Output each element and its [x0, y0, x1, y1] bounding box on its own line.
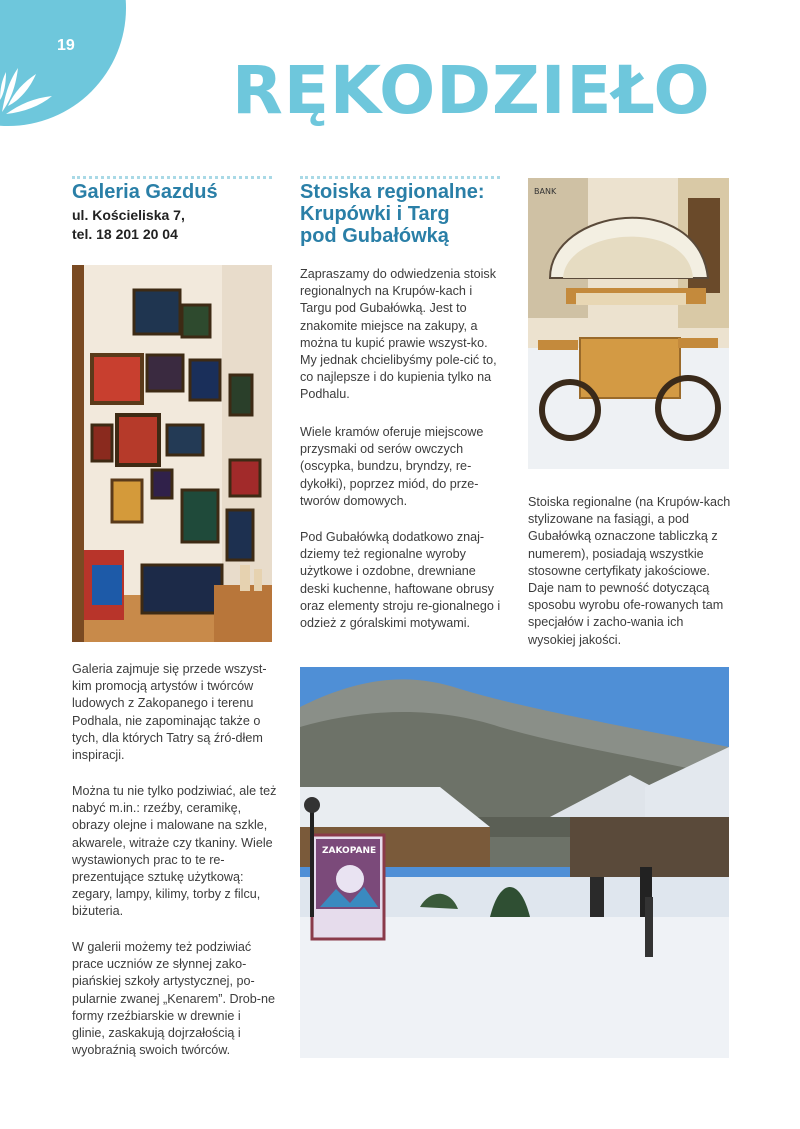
market-winter-photo: [300, 667, 729, 1058]
page-title: RĘKODZIEŁO: [232, 52, 711, 129]
divider-middle: [300, 176, 500, 179]
gallery-paragraph-3: W galerii możemy też podziwiać prace uczniów ze słynnej zako-piańskiej szkoły artystycznej, po-pularnie zwanej „Kenarem”. Drob-ne formy rzeźbiarskie w drewnie i glinie, zaskakują dojrzałością i wyobraźnią swoich twórców.: [72, 940, 275, 1058]
gallery-paragraph-1: Galeria zajmuje się przede wszyst-kim promocją artystów i twórców ludowych z Zakopanego i terenu Podhala, nie zapominając także o tych, dla których Tatry są źró-dłem inspiracji.: [72, 662, 267, 763]
stalls-paragraph-1: Zapraszamy do odwiedzenia stoisk regionalnych na Krupów-kach i Targu pod Gubałówką. Jest to znakomite miejsce na zakupy, a można tu kupić prawie wszyst-ko. My jednak chcielibyśmy pole-cić to, co najlepsze i do kupienia tylko na Podhalu.: [300, 267, 497, 402]
gallery-interior-photo: [72, 265, 272, 642]
gallery-address: [72, 206, 185, 244]
stalls-paragraph-3: Pod Gubałówką dodatkowo znaj-dziemy też regionalne wyroby użytkowe i ozdobne, drewniane deski kuchenne, haftowane obrusy oraz elementy stroju re-gionalnego i odzież z góralskimi motywami.: [300, 530, 501, 631]
gallery-phone: tel. 18 201 20 04: [72, 226, 178, 242]
stalls-caption: Stoiska regionalne (na Krupów-kach stylizowane na fasiągi, a pod Gubałówką oznaczone tabliczką z numerem), posiadają wszystkie stosowne certyfikaty jakościowe. Daje nam to pewność dotyczącą sposobu wyrobu ofe-rowanych tam specjałów i zacho-wania ich wysokiej jakości.: [528, 495, 731, 647]
gallery-heading: Galeria Gazduś: [72, 181, 218, 203]
bank-sign: BANK: [534, 187, 557, 196]
stalls-heading: [300, 181, 485, 247]
gallery-paragraph-2: Można tu nie tylko podziwiać, ale też nabyć m.in.: rzeźby, ceramikę, obrazy olejne i malowane na szkle, akwarele, witraże czy tkaniny. Wiele wystawionych prac to te re-prezentujące sztukę użytkową: zegary, lampy, kilimy, torby z filcu, biżuteria.: [72, 784, 277, 919]
divider-left: [72, 176, 272, 179]
stalls-heading-line-3: pod Gubałówką: [300, 225, 449, 247]
page-number: 19: [57, 37, 75, 54]
cart-stall-photo: [528, 178, 729, 469]
stalls-heading-line-1: Stoiska regionalne:: [300, 181, 485, 203]
stalls-heading-line-2: Krupówki i Targ: [300, 203, 450, 225]
poster-title: ZAKOPANE: [322, 846, 377, 856]
gallery-street: ul. Kościeliska 7,: [72, 207, 185, 223]
stalls-paragraph-2: Wiele kramów oferuje miejscowe przysmaki od serów owczych (oscypka, bundzu, bryndzy, re-dykołki), poprzez miód, do prze-tworów domowych.: [300, 425, 484, 508]
wheat-leaf-icon: [0, 40, 60, 120]
